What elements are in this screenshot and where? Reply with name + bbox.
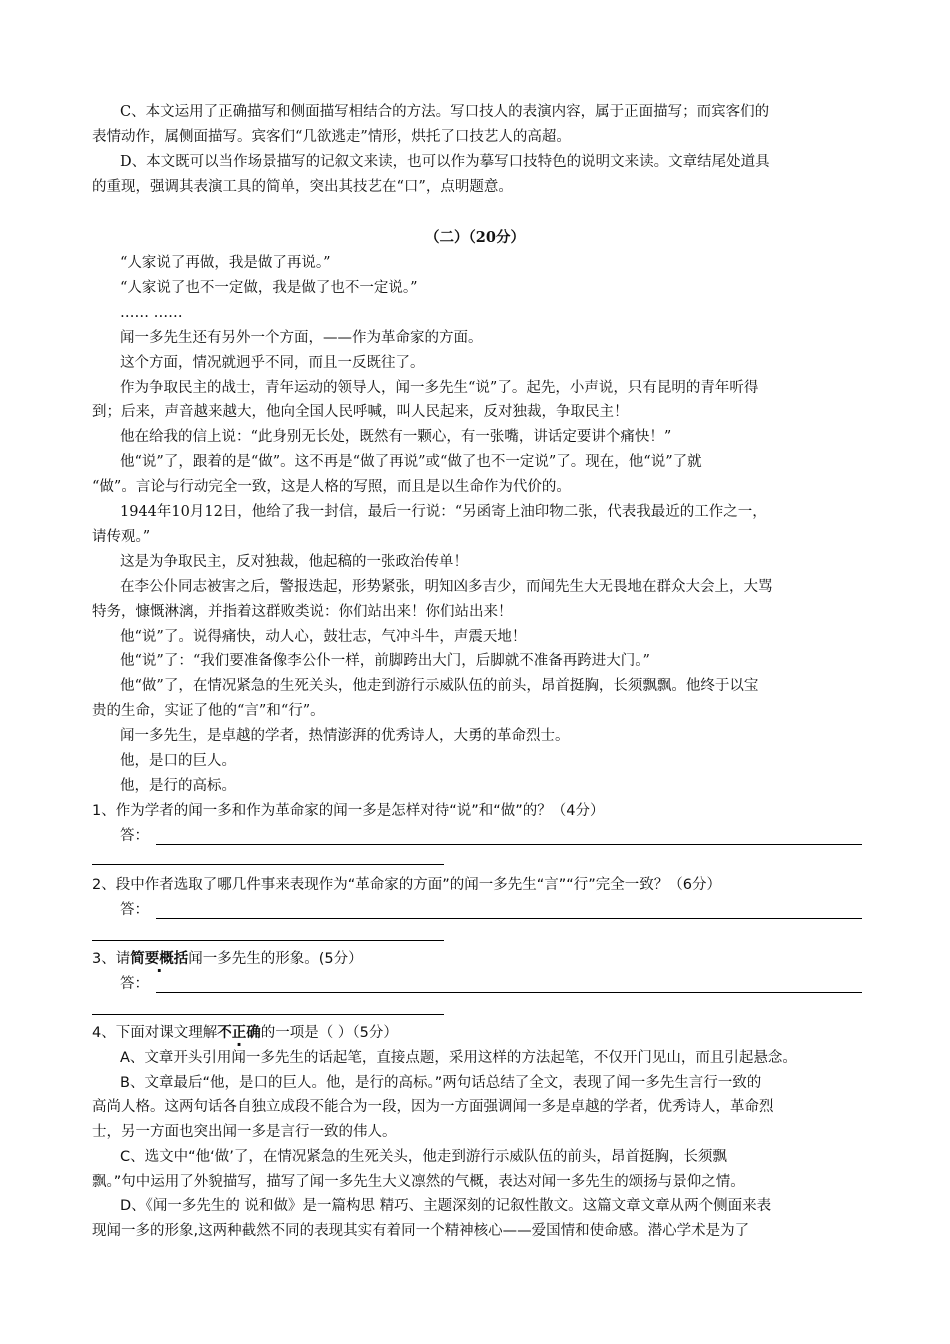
passage-line: 他，是口的巨人。 bbox=[120, 753, 236, 769]
answer-3-line-2[interactable] bbox=[92, 1014, 444, 1015]
answer-2-field[interactable] bbox=[120, 898, 862, 922]
question-4-suffix: 的一项是（ ）（5分） bbox=[260, 1025, 398, 1041]
passage-line: 贵的生命，实证了他的“言”和“行”。 bbox=[92, 703, 325, 720]
option-line: D、《闻一多先生的 说和做》是一篇构思 精巧、主题深刻的记叙性散文。这篇文章文章从两个侧面来表 bbox=[120, 1198, 772, 1215]
answer-line bbox=[156, 992, 862, 993]
passage-line: 这是为争取民主，反对独裁，他起稿的一张政治传单！ bbox=[120, 553, 468, 570]
passage-line: 他在给我的信上说：“此身别无长处，既然有一颗心，有一张嘴，讲话定要讲个痛快！” bbox=[120, 429, 672, 446]
answer-label: 答： bbox=[120, 976, 149, 992]
question-3-suffix: 闻一多先生的形象。(5分） bbox=[188, 951, 363, 967]
passage-line: 请传观。” bbox=[92, 528, 151, 545]
answer-line bbox=[156, 918, 862, 919]
passage-line: 作为争取民主的战士，青年运动的领导人，闻一多先生“说”了。起先，小声说，只有昆明的青年听得 bbox=[120, 379, 759, 396]
passage-line: 他，是行的高标。 bbox=[120, 777, 236, 794]
question-4 bbox=[92, 1021, 862, 1045]
passage-line: 他“说”了：“我们要准备像李公仆一样，前脚跨出大门，后脚就不准备再跨进大门。” bbox=[120, 653, 650, 670]
answer-1-field[interactable] bbox=[120, 824, 862, 848]
question-3-emphasis: 简要概括 bbox=[130, 951, 189, 967]
passage-line: “人家说了也不一定做，我是做了也不一定说。” bbox=[120, 279, 418, 296]
question-4-emphasis: 不正确 bbox=[217, 1025, 261, 1041]
passage-line: 他“说”了，跟着的是“做”。这不再是“做了再说”或“做了也不一定说”了。现在，他“说”了就 bbox=[120, 454, 702, 471]
option-d-line-2: 的重现，强调其表演工具的简单，突出其技艺在“口”，点明题意。 bbox=[92, 179, 513, 195]
passage-line: 闻一多先生，是卓越的学者，热情澎湃的优秀诗人，大勇的革命烈士。 bbox=[120, 728, 570, 745]
passage-line: “人家说了再做，我是做了再说。” bbox=[120, 255, 331, 271]
option-line: B、文章最后“他，是口的巨人。他，是行的高标。”两句话总结了全文，表现了闻一多先生言行一致的 bbox=[120, 1074, 762, 1091]
option-line: 飘。”句中运用了外貌描写，描写了闻一多先生大义凛然的气概，表达对闻一多先生的颂扬与景仰之情。 bbox=[92, 1173, 745, 1190]
question-3 bbox=[92, 947, 862, 971]
option-line: 高尚人格。这两句话各自独立成段不能合为一段，因为一方面强调闻一多是卓越的学者，优秀诗人，革命烈 bbox=[92, 1099, 774, 1116]
answer-label: 答： bbox=[120, 902, 149, 918]
question-4-prefix: 4、下面对课文理解 bbox=[92, 1025, 218, 1041]
passage-line: 在李公仆同志被害之后，警报迭起，形势紧张，明知凶多吉少，而闻先生大无畏地在群众大会上，大骂 bbox=[120, 578, 773, 595]
question-2: 2、段中作者选取了哪几件事来表现作为“革命家的方面”的闻一多先生“言”“行”完全一致？（6分） bbox=[92, 877, 722, 893]
passage-line: 特务，慷慨淋漓，并指着这群败类说：你们站出来！你们站出来！ bbox=[92, 603, 513, 620]
passage-line: 他“说”了。说得痛快，动人心，鼓壮志，气冲斗牛，声震天地！ bbox=[120, 628, 527, 645]
passage-line: 闻一多先生还有另外一个方面，——作为革命家的方面。 bbox=[120, 329, 483, 346]
passage-line: …… …… bbox=[120, 304, 183, 321]
option-line: 现闻一多的形象,这两种截然不同的表现其实有着同一个精神核心——爱国情和使命感。潜心学术是为了 bbox=[92, 1222, 750, 1239]
option-line: A、文章开头引用闻一多先生的话起笔，直接点题，采用这样的方法起笔，不仅开门见山，而且引起悬念。 bbox=[120, 1050, 797, 1066]
question-3-prefix: 3、请 bbox=[92, 951, 131, 967]
option-line: 士，另一方面也突出闻一多是言行一致的伟人。 bbox=[92, 1124, 397, 1141]
passage-line: 1944年10月12日，他给了我一封信，最后一行说：“另函寄上油印物二张，代表我最近的工作之一， bbox=[120, 504, 767, 520]
passage-line: “做”。言论与行动完全一致，这是人格的写照，而且是以生命作为代价的。 bbox=[92, 479, 571, 496]
passage-line: 这个方面，情况就迥乎不同，而且一反既往了。 bbox=[120, 354, 425, 371]
answer-label: 答： bbox=[120, 828, 149, 844]
option-c-line-1: C、本文运用了正确描写和侧面描写相结合的方法。写口技人的表演内容，属于正面描写；而宾客们的 bbox=[120, 104, 770, 120]
answer-2-line-2[interactable] bbox=[92, 940, 444, 941]
answer-3-field[interactable] bbox=[120, 972, 862, 996]
option-c-line-2: 表情动作，属侧面描写。宾客们“几欲逃走”情形，烘托了口技艺人的高超。 bbox=[92, 129, 571, 145]
option-line: C、选文中“他‘做’了，在情况紧急的生死关头，他走到游行示威队伍的前头，昂首挺胸，长须飘 bbox=[120, 1148, 727, 1165]
section-title: （二）（20分） bbox=[425, 229, 525, 246]
passage-line: 到；后来，声音越来越大，他向全国人民呼喊，叫人民起来，反对独裁，争取民主！ bbox=[92, 404, 629, 421]
passage-line: 他“做”了，在情况紧急的生死关头，他走到游行示威队伍的前头，昂首挺胸，长须飘飘。他终于以宝 bbox=[120, 678, 759, 695]
option-d-line-1: D、本文既可以当作场景描写的记叙文来读，也可以作为摹写口技特色的说明文来读。文章结尾处道具 bbox=[120, 154, 770, 170]
question-1: 1、作为学者的闻一多和作为革命家的闻一多是怎样对待“说”和“做”的？（4分） bbox=[92, 803, 605, 819]
answer-line bbox=[156, 844, 862, 845]
answer-1-line-2[interactable] bbox=[92, 864, 444, 865]
